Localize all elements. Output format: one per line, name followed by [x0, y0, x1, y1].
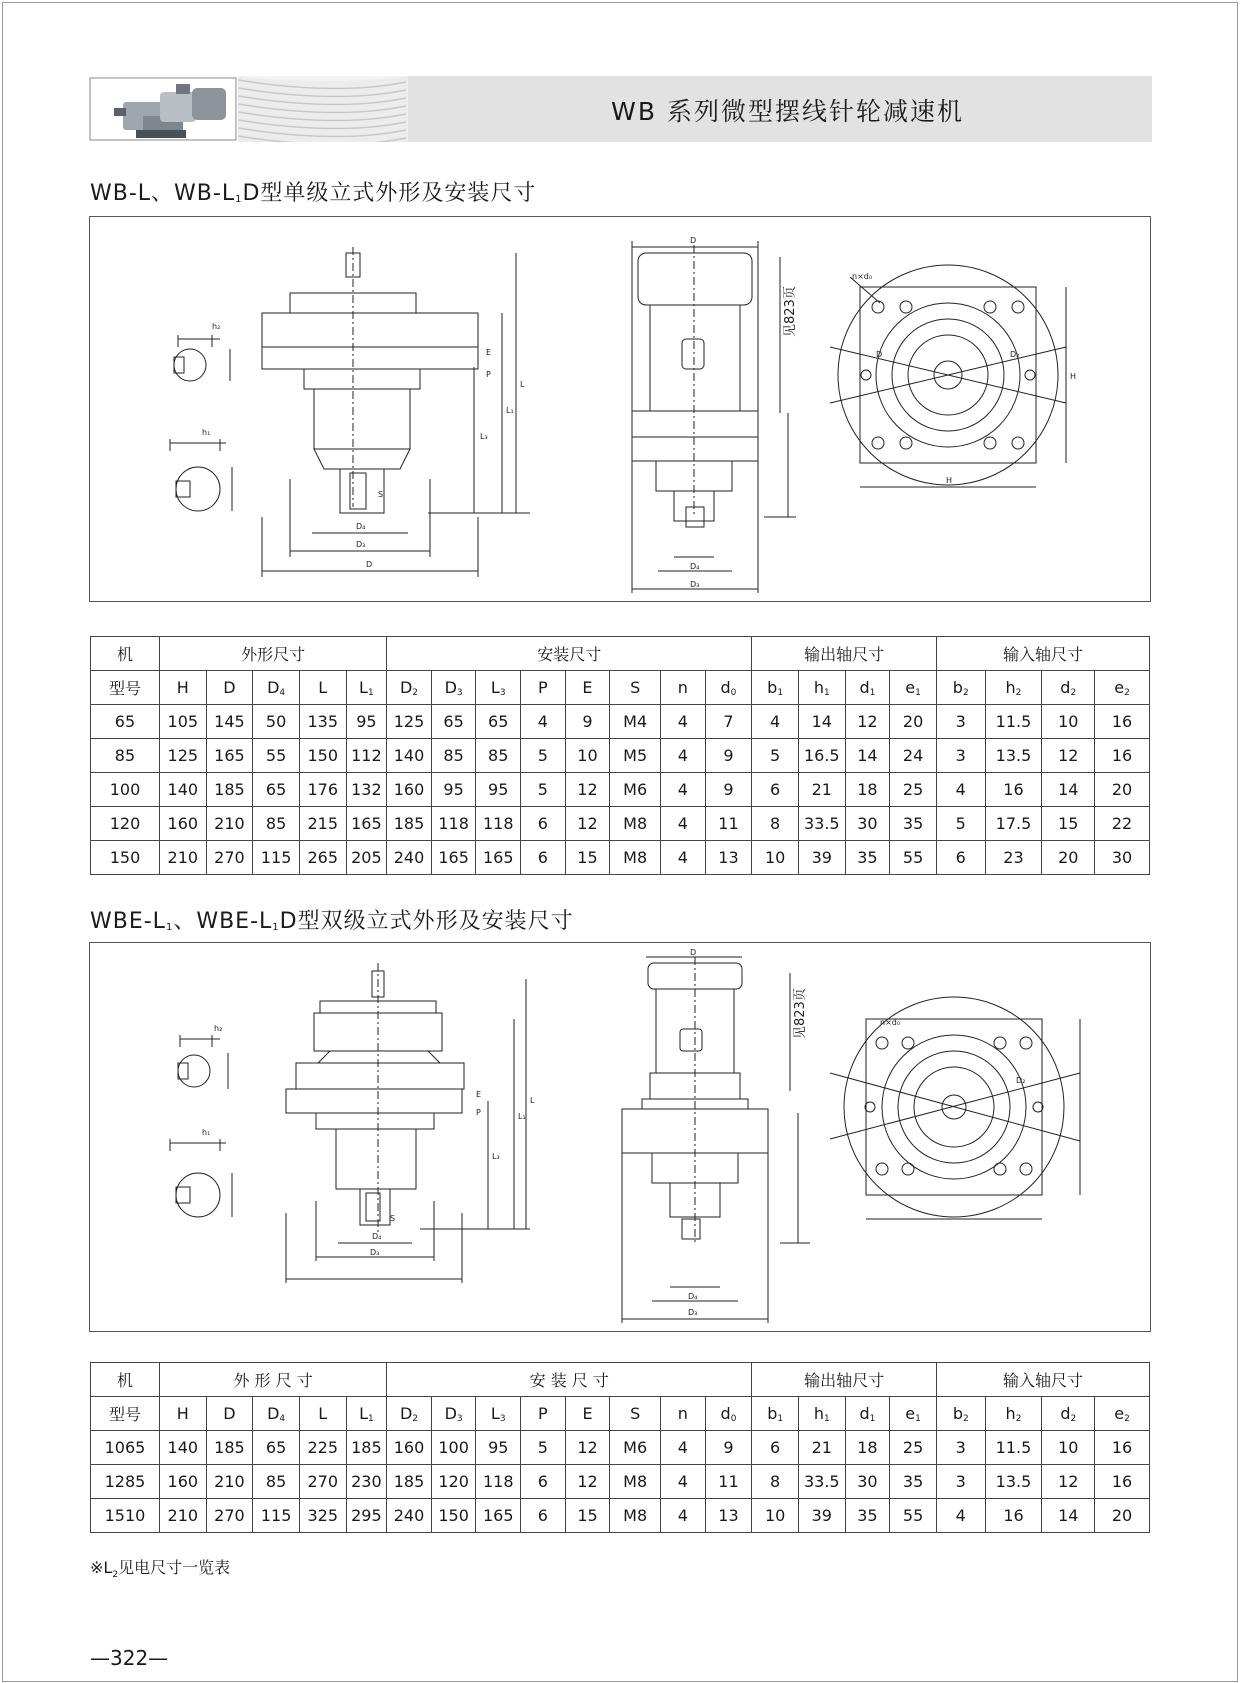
column-header: $h_2$ — [985, 671, 1042, 705]
table-header-outline: 外形尺寸 — [159, 637, 386, 671]
table-cell: 140 — [159, 773, 206, 807]
svg-text:D₃: D₃ — [356, 540, 366, 549]
table-cell: 10 — [1042, 1431, 1095, 1465]
svg-text:n×d₀: n×d₀ — [880, 1018, 901, 1027]
table-cell: 6 — [752, 1431, 799, 1465]
column-header: n — [661, 1397, 706, 1431]
svg-text:H: H — [946, 476, 953, 485]
svg-text:D₂: D₂ — [1016, 1076, 1026, 1085]
table-cell: 4 — [661, 739, 706, 773]
svg-text:D₄: D₄ — [688, 1292, 698, 1301]
column-header: H — [159, 671, 206, 705]
table2-header-install: 安 装 尺 寸 — [387, 1363, 752, 1397]
table-cell: 4 — [661, 807, 706, 841]
table-cell: 165 — [476, 1499, 521, 1533]
table-cell: 11 — [705, 1465, 752, 1499]
table-cell: 10 — [1042, 705, 1095, 739]
column-header: P — [521, 1397, 566, 1431]
table-cell: M6 — [610, 773, 661, 807]
table-cell: 150 — [431, 1499, 476, 1533]
table-header-machine: 机 — [91, 637, 160, 671]
table-cell: 85 — [253, 1465, 300, 1499]
table-header-model: 型号 — [91, 671, 160, 705]
table-cell: 14 — [1042, 1499, 1095, 1533]
table-cell: 13.5 — [985, 739, 1042, 773]
page-title: WB 系列微型摆线针轮减速机 — [611, 97, 964, 126]
table-cell: 6 — [521, 841, 566, 875]
svg-text:L: L — [530, 1096, 535, 1105]
table-cell: 16 — [1095, 705, 1150, 739]
table-header-output: 输出轴尺寸 — [752, 637, 937, 671]
table-cell: 20 — [1095, 1499, 1150, 1533]
table-cell: 20 — [1042, 841, 1095, 875]
table-cell: 12 — [1042, 739, 1095, 773]
table-cell: 135 — [299, 705, 346, 739]
table-cell: 30 — [845, 1465, 890, 1499]
column-header: $b_1$ — [752, 671, 799, 705]
table-row — [91, 1465, 1150, 1499]
table-cell: 270 — [206, 841, 253, 875]
column-header: $d_0$ — [705, 1397, 752, 1431]
table-cell: 14 — [1042, 773, 1095, 807]
table-row — [91, 739, 1150, 773]
table-cell: 160 — [387, 773, 432, 807]
table-cell: 15 — [1042, 807, 1095, 841]
table-cell: 12 — [565, 807, 610, 841]
table-cell: 8 — [752, 807, 799, 841]
table-cell: 118 — [476, 1465, 521, 1499]
table-cell: 140 — [387, 739, 432, 773]
svg-text:D: D — [876, 350, 883, 359]
table-cell: 16 — [985, 1499, 1042, 1533]
svg-text:S: S — [378, 490, 384, 499]
column-header: $D_2$ — [387, 1397, 432, 1431]
table-cell: 118 — [431, 807, 476, 841]
table-cell: 10 — [752, 841, 799, 875]
table-cell: 145 — [206, 705, 253, 739]
table-cell: 65 — [91, 705, 160, 739]
column-header: $D_4$ — [253, 671, 300, 705]
table-cell: M8 — [610, 1499, 661, 1533]
table-cell: 21 — [798, 773, 845, 807]
table-cell: 15 — [565, 1499, 610, 1533]
svg-text:D₄: D₄ — [372, 1232, 382, 1241]
table-cell: 125 — [387, 705, 432, 739]
table-cell: 150 — [91, 841, 160, 875]
svg-text:D: D — [690, 948, 697, 957]
table-cell: 15 — [565, 841, 610, 875]
table-cell: 112 — [346, 739, 387, 773]
table-cell: M4 — [610, 705, 661, 739]
table-cell: 30 — [1095, 841, 1150, 875]
table-cell: 10 — [752, 1499, 799, 1533]
table-cell: 4 — [661, 1465, 706, 1499]
table-cell: 55 — [890, 841, 937, 875]
table-cell: 18 — [845, 773, 890, 807]
table-cell: 6 — [521, 807, 566, 841]
table-cell: 16 — [1095, 1465, 1150, 1499]
table-cell: 140 — [159, 1431, 206, 1465]
page-number: —322— — [90, 1646, 169, 1670]
column-header-row — [91, 671, 1150, 705]
table-cell: 176 — [299, 773, 346, 807]
table-cell: 100 — [91, 773, 160, 807]
table-cell: 265 — [299, 841, 346, 875]
table-row — [91, 841, 1150, 875]
table-cell: 50 — [253, 705, 300, 739]
column-header: E — [565, 1397, 610, 1431]
svg-text:L₃: L₃ — [480, 432, 488, 441]
svg-text:见823页: 见823页 — [783, 286, 798, 337]
svg-text:D₂: D₂ — [1010, 350, 1020, 359]
table-cell: 65 — [476, 705, 521, 739]
table-cell: 13 — [705, 1499, 752, 1533]
svg-text:D₄: D₄ — [690, 562, 700, 571]
reducer-photo — [88, 76, 408, 142]
table-cell: 1510 — [91, 1499, 160, 1533]
column-header: D — [206, 671, 253, 705]
table-cell: 3 — [936, 1465, 985, 1499]
table-cell: 11.5 — [985, 1431, 1042, 1465]
table-cell: 18 — [845, 1431, 890, 1465]
table-cell: 5 — [521, 739, 566, 773]
table-cell: 23 — [985, 841, 1042, 875]
table-cell: 9 — [565, 705, 610, 739]
svg-text:h₂: h₂ — [212, 322, 221, 331]
table-cell: 150 — [299, 739, 346, 773]
table-cell: 12 — [1042, 1465, 1095, 1499]
column-header: $d_1$ — [845, 671, 890, 705]
table-cell: 21 — [798, 1431, 845, 1465]
column-header: S — [610, 1397, 661, 1431]
table-cell: 325 — [299, 1499, 346, 1533]
column-header: $L_3$ — [476, 671, 521, 705]
column-header: $b_2$ — [936, 671, 985, 705]
table-cell: 270 — [299, 1465, 346, 1499]
table-cell: 33.5 — [798, 1465, 845, 1499]
table-cell: 1285 — [91, 1465, 160, 1499]
table-cell: 160 — [387, 1431, 432, 1465]
page-header — [88, 76, 1152, 142]
table-cell: M8 — [610, 1465, 661, 1499]
column-header: $L_1$ — [346, 671, 387, 705]
table-cell: 30 — [845, 807, 890, 841]
column-header: P — [521, 671, 566, 705]
table-cell: 205 — [346, 841, 387, 875]
table-cell: 13.5 — [985, 1465, 1042, 1499]
table-cell: 55 — [890, 1499, 937, 1533]
svg-text:D₃: D₃ — [370, 1248, 380, 1257]
column-header: $b_1$ — [752, 1397, 799, 1431]
table-cell: 270 — [206, 1499, 253, 1533]
table-cell: 95 — [476, 773, 521, 807]
table-cell: 240 — [387, 1499, 432, 1533]
table-cell: 35 — [845, 841, 890, 875]
svg-text:h₂: h₂ — [214, 1024, 223, 1033]
column-header: $e_1$ — [890, 1397, 937, 1431]
spec-table-single-stage — [90, 636, 1150, 875]
column-header: n — [661, 671, 706, 705]
table2-header-output: 输出轴尺寸 — [752, 1363, 937, 1397]
table-cell: 185 — [387, 807, 432, 841]
table-cell: 3 — [936, 1431, 985, 1465]
column-header-row — [91, 1397, 1150, 1431]
svg-text:D: D — [366, 560, 373, 569]
column-header: $h_1$ — [798, 1397, 845, 1431]
table-cell: 25 — [890, 773, 937, 807]
table-cell: 6 — [752, 773, 799, 807]
table-cell: 14 — [798, 705, 845, 739]
table-cell: 39 — [798, 841, 845, 875]
table-cell: 22 — [1095, 807, 1150, 841]
table-cell: 24 — [890, 739, 937, 773]
table-cell: 160 — [159, 1465, 206, 1499]
table-cell: 215 — [299, 807, 346, 841]
table-cell: 115 — [253, 1499, 300, 1533]
table-cell: 3 — [936, 705, 985, 739]
table2-header-model: 型号 — [91, 1397, 160, 1431]
footnote: $※L_2$见电尺寸一览表 — [90, 1558, 231, 1581]
table-cell: 100 — [431, 1431, 476, 1465]
svg-text:E: E — [476, 1090, 482, 1099]
column-header: $e_2$ — [1095, 671, 1150, 705]
column-header: $h_2$ — [985, 1397, 1042, 1431]
table-cell: 16.5 — [798, 739, 845, 773]
section1-title: WB-L、$WB-L_1D$型单级立式外形及安装尺寸 — [90, 181, 537, 206]
column-header: $D_2$ — [387, 671, 432, 705]
table-cell: 105 — [159, 705, 206, 739]
table-cell: 160 — [159, 807, 206, 841]
table-cell: 14 — [845, 739, 890, 773]
table-cell: 11.5 — [985, 705, 1042, 739]
table-cell: 13 — [705, 841, 752, 875]
table-cell: 7 — [705, 705, 752, 739]
table-cell: 4 — [936, 773, 985, 807]
table-cell: 4 — [752, 705, 799, 739]
table-cell: 35 — [890, 1465, 937, 1499]
svg-text:D: D — [690, 236, 697, 245]
column-header: $d_2$ — [1042, 1397, 1095, 1431]
table-cell: 85 — [253, 807, 300, 841]
table-cell: 35 — [845, 1499, 890, 1533]
svg-text:n×d₀: n×d₀ — [852, 272, 873, 281]
svg-text:h₁: h₁ — [202, 428, 211, 437]
column-header: L — [299, 1397, 346, 1431]
column-header: $L_1$ — [346, 1397, 387, 1431]
drawing-single-stage — [89, 216, 1151, 602]
table-cell: 165 — [431, 841, 476, 875]
table-cell: 185 — [206, 1431, 253, 1465]
table-cell: 9 — [705, 773, 752, 807]
table-cell: M8 — [610, 841, 661, 875]
table-cell: 4 — [661, 1431, 706, 1465]
table-cell: 125 — [159, 739, 206, 773]
table-cell: 65 — [253, 773, 300, 807]
column-header: $d_0$ — [705, 671, 752, 705]
column-header: $L_3$ — [476, 1397, 521, 1431]
table-cell: 65 — [253, 1431, 300, 1465]
table-cell: 5 — [936, 807, 985, 841]
table-cell: 85 — [476, 739, 521, 773]
table-cell: 5 — [521, 773, 566, 807]
table-cell: M8 — [610, 807, 661, 841]
column-header: $b_2$ — [936, 1397, 985, 1431]
column-header: $d_2$ — [1042, 671, 1095, 705]
table-cell: 120 — [431, 1465, 476, 1499]
table-cell: 6 — [936, 841, 985, 875]
column-header: E — [565, 671, 610, 705]
table-cell: 165 — [206, 739, 253, 773]
table-header-install: 安装尺寸 — [387, 637, 752, 671]
table-row — [91, 1431, 1150, 1465]
table-cell: 4 — [521, 705, 566, 739]
table-cell: 5 — [521, 1431, 566, 1465]
table-cell: 16 — [1095, 739, 1150, 773]
table-cell: 185 — [346, 1431, 387, 1465]
svg-text:S: S — [390, 1214, 396, 1223]
table-cell: 55 — [253, 739, 300, 773]
table-cell: 3 — [936, 739, 985, 773]
column-header: $D_3$ — [431, 671, 476, 705]
table-cell: 25 — [890, 1431, 937, 1465]
column-header: S — [610, 671, 661, 705]
svg-text:见823页: 见823页 — [793, 988, 808, 1039]
drawing-double-stage — [89, 942, 1151, 1332]
table-cell: 33.5 — [798, 807, 845, 841]
table-cell: 16 — [985, 773, 1042, 807]
table-cell: 95 — [476, 1431, 521, 1465]
table-cell: 4 — [661, 841, 706, 875]
svg-text:P: P — [476, 1108, 481, 1117]
table-cell: 210 — [159, 841, 206, 875]
table-cell: 185 — [206, 773, 253, 807]
table-cell: 132 — [346, 773, 387, 807]
table-row — [91, 773, 1150, 807]
table-cell: 16 — [1095, 1431, 1150, 1465]
svg-text:E: E — [486, 348, 492, 357]
table-cell: 85 — [91, 739, 160, 773]
table-cell: 12 — [565, 773, 610, 807]
table-cell: 210 — [206, 1465, 253, 1499]
table-cell: 12 — [845, 705, 890, 739]
table-cell: 12 — [565, 1465, 610, 1499]
table-cell: 165 — [346, 807, 387, 841]
table-cell: 4 — [661, 773, 706, 807]
table-cell: 4 — [661, 705, 706, 739]
svg-text:D₃: D₃ — [690, 580, 700, 589]
table-row — [91, 807, 1150, 841]
column-header: $D_3$ — [431, 1397, 476, 1431]
table-cell: 35 — [890, 807, 937, 841]
svg-text:L₃: L₃ — [492, 1152, 500, 1161]
table-cell: 4 — [661, 1499, 706, 1533]
table-cell: M6 — [610, 1431, 661, 1465]
table-cell: 17.5 — [985, 807, 1042, 841]
table-cell: 9 — [705, 1431, 752, 1465]
column-header: D — [206, 1397, 253, 1431]
table-cell: 85 — [431, 739, 476, 773]
column-header: $D_4$ — [253, 1397, 300, 1431]
column-header: H — [159, 1397, 206, 1431]
table-cell: M5 — [610, 739, 661, 773]
table-cell: 9 — [705, 739, 752, 773]
table-cell: 39 — [798, 1499, 845, 1533]
table-cell: 95 — [431, 773, 476, 807]
table-cell: 8 — [752, 1465, 799, 1499]
column-header: $h_1$ — [798, 671, 845, 705]
svg-text:L₁: L₁ — [506, 406, 514, 415]
spec-table-double-stage — [90, 1362, 1150, 1533]
table-cell: 240 — [387, 841, 432, 875]
table2-header-outline: 外 形 尺 寸 — [159, 1363, 386, 1397]
table-cell: 20 — [1095, 773, 1150, 807]
table-cell: 20 — [890, 705, 937, 739]
technical-drawing-1 — [90, 217, 1150, 601]
section2-title: WBE-$L_1$、WBE-$L_1D$型双级立式外形及安装尺寸 — [90, 909, 574, 934]
table-header-input: 输入轴尺寸 — [936, 637, 1149, 671]
table-cell: 65 — [431, 705, 476, 739]
table-cell: 5 — [752, 739, 799, 773]
table-row — [91, 1499, 1150, 1533]
table-cell: 1065 — [91, 1431, 160, 1465]
svg-text:L: L — [520, 380, 525, 389]
table2-header-input: 输入轴尺寸 — [936, 1363, 1149, 1397]
svg-text:D₃: D₃ — [688, 1308, 698, 1317]
table-cell: 295 — [346, 1499, 387, 1533]
table-cell: 185 — [387, 1465, 432, 1499]
svg-text:h₁: h₁ — [202, 1128, 211, 1137]
table-cell: 95 — [346, 705, 387, 739]
table-cell: 6 — [521, 1465, 566, 1499]
svg-text:P: P — [486, 370, 491, 379]
svg-text:L₁: L₁ — [518, 1112, 526, 1121]
table-cell: 225 — [299, 1431, 346, 1465]
table-cell: 210 — [206, 807, 253, 841]
table-cell: 210 — [159, 1499, 206, 1533]
svg-text:H: H — [1070, 372, 1077, 381]
table-cell: 6 — [521, 1499, 566, 1533]
table-cell: 12 — [565, 1431, 610, 1465]
table-cell: 4 — [936, 1499, 985, 1533]
table-cell: 115 — [253, 841, 300, 875]
column-header: L — [299, 671, 346, 705]
table-row — [91, 705, 1150, 739]
table-cell: 230 — [346, 1465, 387, 1499]
svg-text:D₄: D₄ — [356, 522, 366, 531]
table-cell: 120 — [91, 807, 160, 841]
table-cell: 10 — [565, 739, 610, 773]
column-header: $d_1$ — [845, 1397, 890, 1431]
table-cell: 118 — [476, 807, 521, 841]
table-cell: 165 — [476, 841, 521, 875]
table-cell: 11 — [705, 807, 752, 841]
column-header: $e_1$ — [890, 671, 937, 705]
column-header: $e_2$ — [1095, 1397, 1150, 1431]
table2-header-machine: 机 — [91, 1363, 160, 1397]
technical-drawing-2 — [90, 943, 1150, 1331]
